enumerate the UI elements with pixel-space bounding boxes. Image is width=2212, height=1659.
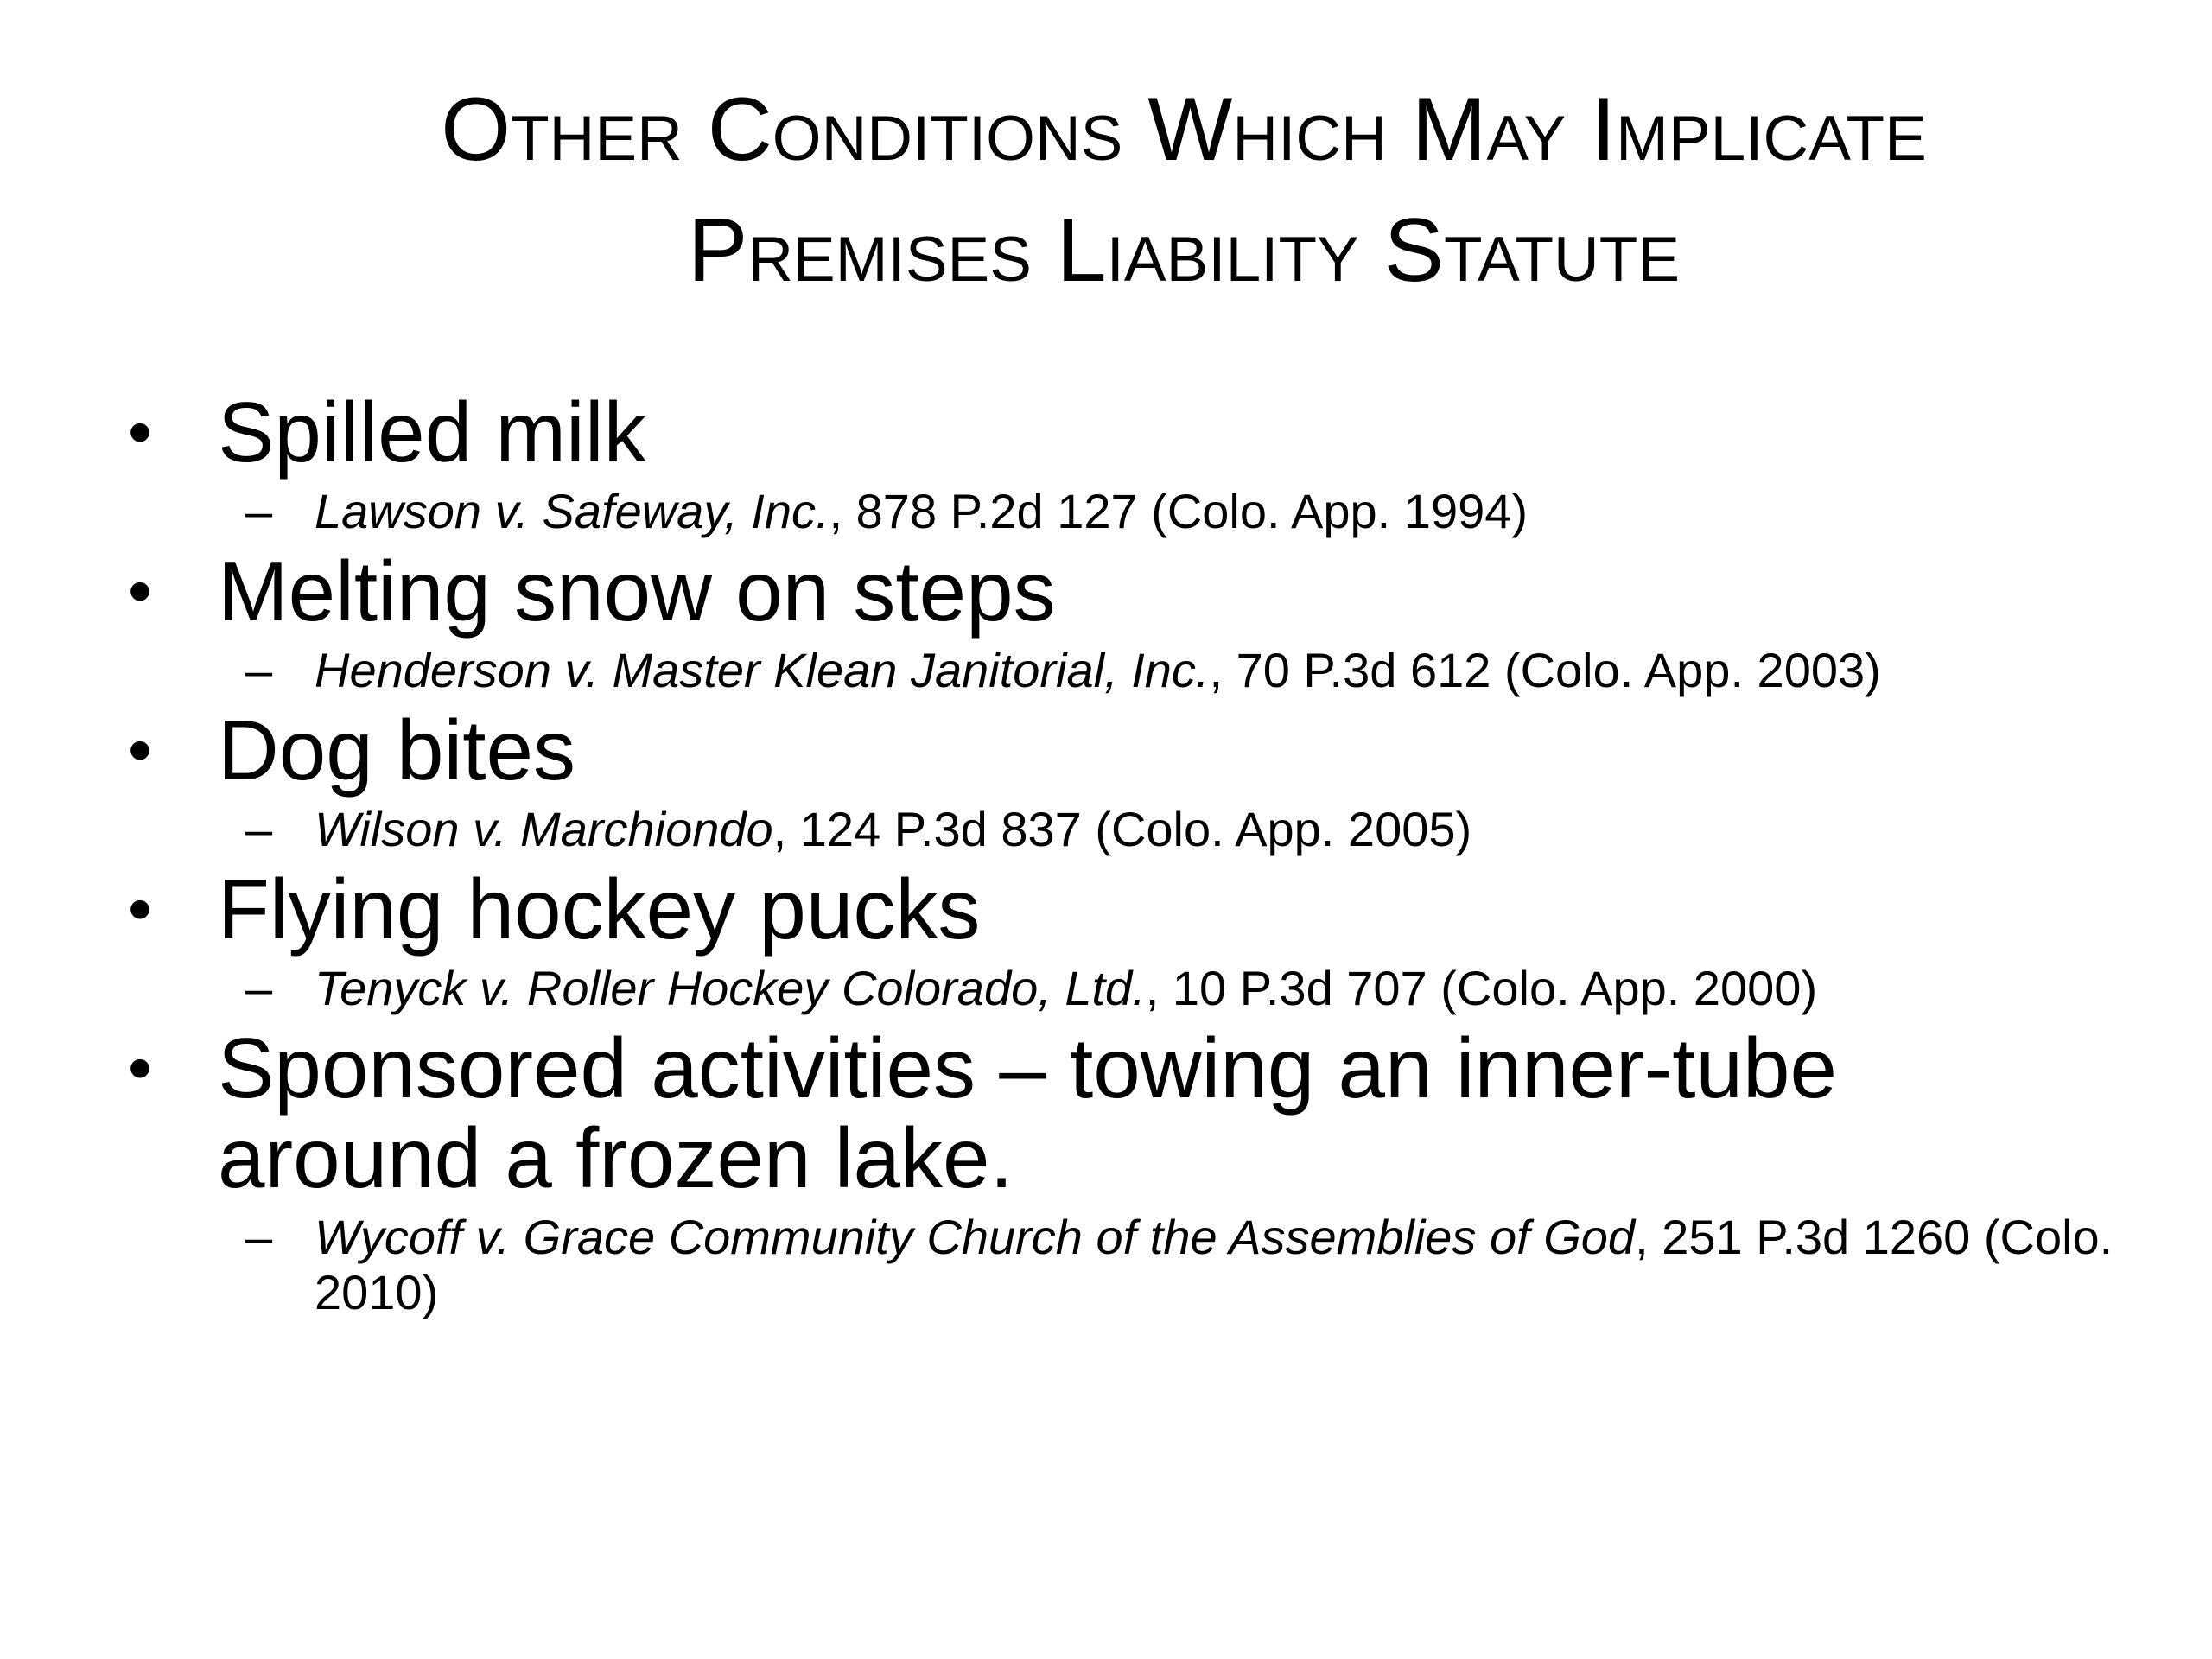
case-citation	[128, 961, 2115, 1016]
case-citation	[128, 643, 2115, 698]
dash-icon: –	[245, 802, 273, 856]
case-cite: , 878 P.2d 127 (Colo. App. 1994)	[829, 484, 1529, 538]
bullet-text: Spilled milk	[218, 385, 646, 480]
bullet-item	[128, 543, 2115, 639]
bullet-icon: •	[128, 393, 153, 470]
case-cite: , 251 P.3d 1260 (Colo. 2010)	[315, 1210, 2113, 1319]
case-cite: , 10 P.3d 707 (Colo. App. 2000)	[1145, 961, 1818, 1015]
bullet-list	[128, 387, 2115, 1327]
bullet-icon: •	[128, 711, 153, 788]
case-citation	[128, 802, 2115, 857]
case-name: Lawson v. Safeway, Inc.	[315, 484, 830, 538]
case-citation	[128, 484, 2115, 539]
bullet-text: Flying hockey pucks	[218, 861, 981, 957]
bullet-icon: •	[128, 870, 153, 947]
bullet-text: Melting snow on steps	[218, 543, 1056, 639]
dash-icon: –	[245, 643, 273, 697]
bullet-item	[128, 861, 2115, 957]
title-line-2: Premises Liability Statute	[687, 200, 1681, 301]
case-cite: , 70 P.3d 612 (Colo. App. 2003)	[1209, 643, 1881, 697]
dash-icon: –	[245, 961, 273, 1015]
case-citation	[128, 1210, 2115, 1320]
case-cite: , 124 P.3d 837 (Colo. App. 2005)	[772, 802, 1472, 856]
bullet-icon: •	[128, 552, 153, 629]
case-name: Henderson v. Master Klean Janitorial, Inc.	[315, 643, 1210, 697]
bullet-item	[128, 385, 2115, 480]
dash-icon: –	[245, 484, 273, 538]
bullet-item	[128, 1020, 2115, 1205]
case-name: Wycoff v. Grace Community Church of the Assemblies of God	[315, 1210, 1636, 1264]
title-line-1: Other Conditions Which May Implicate	[441, 79, 1927, 180]
bullet-item	[128, 702, 2115, 798]
case-name: Wilson v. Marchiondo	[315, 802, 773, 856]
slide-title	[337, 69, 2031, 311]
bullet-icon: •	[128, 1029, 153, 1106]
case-name: Tenyck v. Roller Hockey Colorado, Ltd.	[315, 961, 1146, 1015]
bullet-text: Dog bites	[218, 702, 576, 798]
dash-icon: –	[245, 1210, 273, 1264]
bullet-text: Sponsored activities – towing an inner-tube around a frozen lake.	[218, 1020, 1838, 1205]
